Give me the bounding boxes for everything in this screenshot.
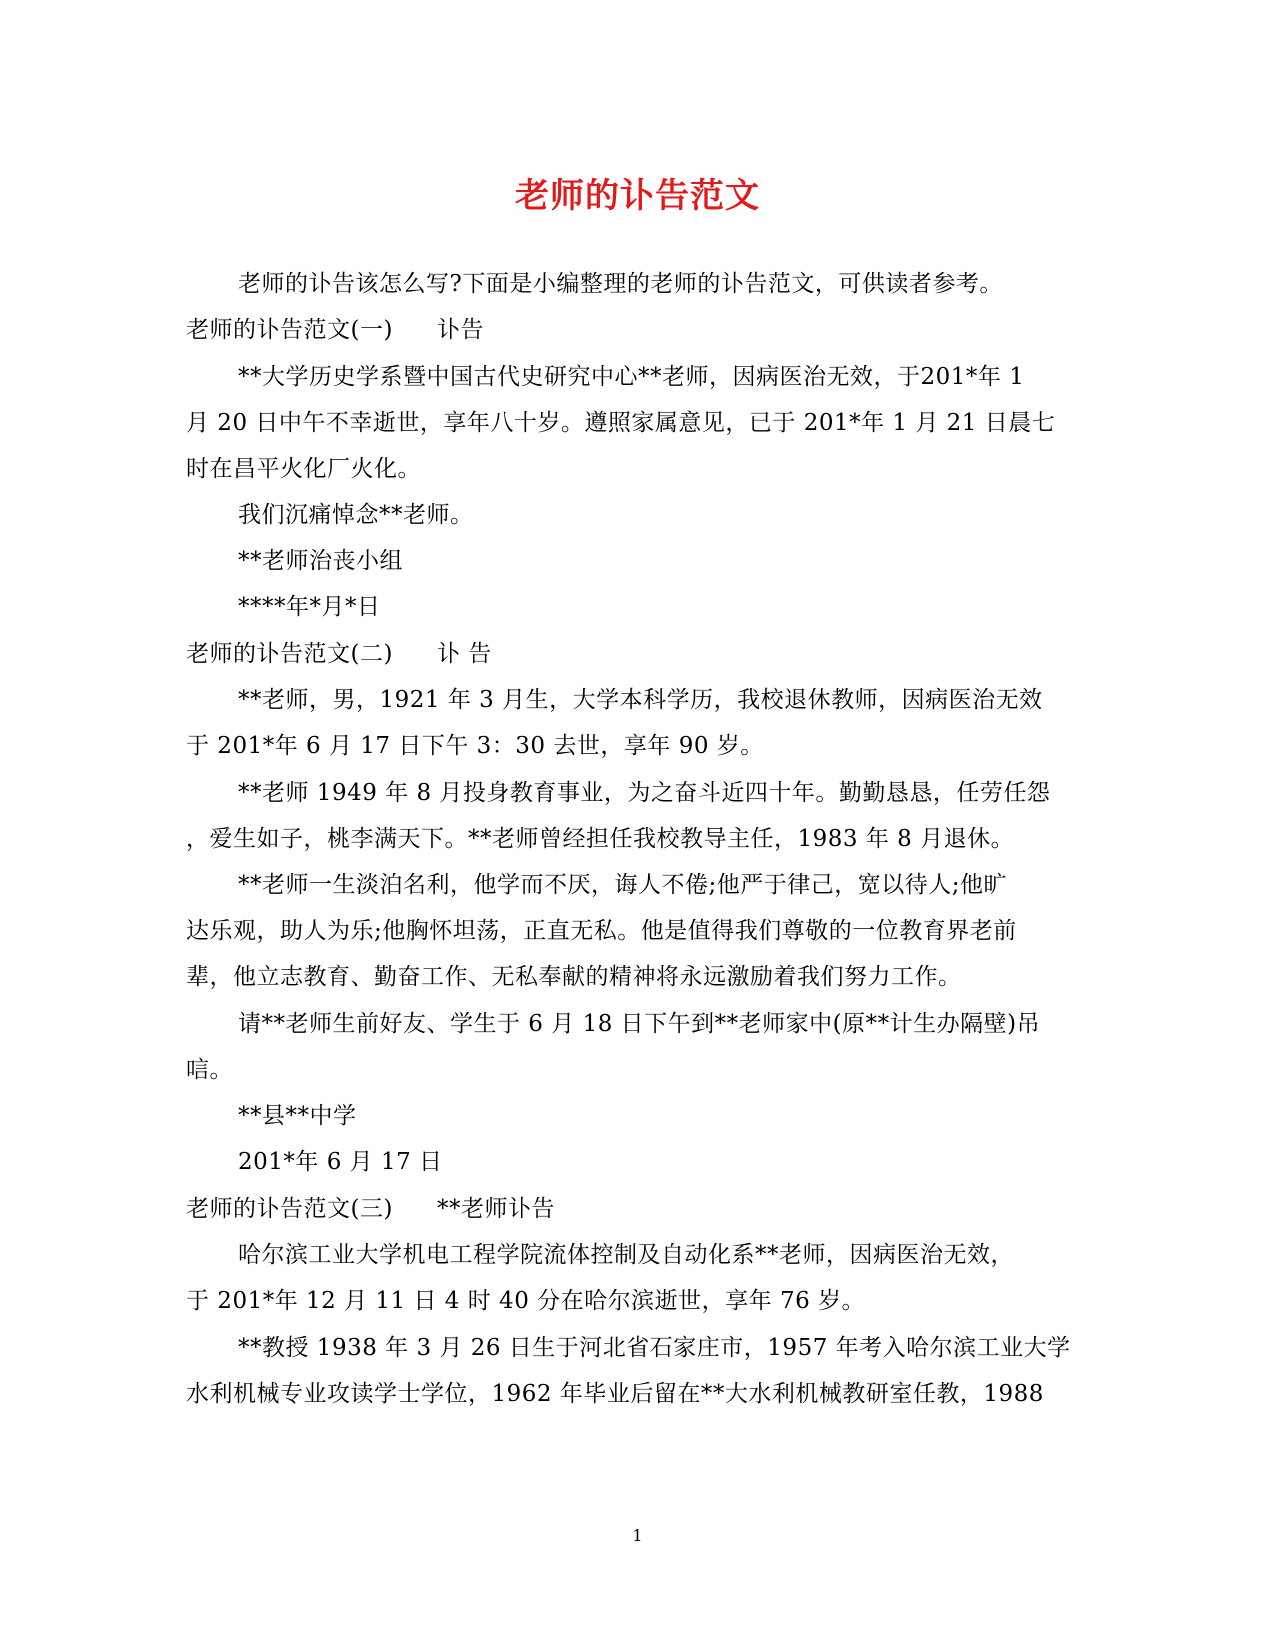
body-line: 辈，他立志教育、勤奋工作、无私奉献的精神将永远激励着我们努力工作。 xyxy=(186,964,962,990)
body-line: **老师一生淡泊名利，他学而不厌，诲人不倦;他严于律己，宽以待人;他旷 xyxy=(238,872,1007,898)
body-line: 月 20 日中午不幸逝世，享年八十岁。遵照家属意见，已于 201*年 1 月 21 日晨七 xyxy=(186,410,1056,436)
section-heading-label: 老师的讣告范文(三) xyxy=(186,1196,393,1222)
document-title: 老师的讣告范文 xyxy=(515,176,760,216)
body-line: 唁。 xyxy=(186,1057,233,1083)
body-line: 哈尔滨工业大学机电工程学院流体控制及自动化系**老师，因病医治无效， xyxy=(238,1242,1014,1268)
date-line: ****年*月*日 xyxy=(238,594,381,620)
body-line: 我们沉痛悼念**老师。 xyxy=(238,502,474,528)
section-heading-tail: 讣告 xyxy=(436,317,484,343)
body-line: ，爱生如子，桃李满天下。**老师曾经担任我校教导主任，1983 年 8 月退休。 xyxy=(186,826,1015,852)
intro-paragraph: 老师的讣告该怎么写?下面是小编整理的老师的讣告范文，可供读者参考。 xyxy=(238,271,1003,297)
section-heading-tail: **老师讣告 xyxy=(436,1196,555,1222)
body-line: **教授 1938 年 3 月 26 日生于河北省石家庄市，1957 年考入哈尔滨工业大学 xyxy=(238,1335,1071,1361)
date-line: 201*年 6 月 17 日 xyxy=(238,1149,443,1175)
section-2-heading xyxy=(186,639,492,669)
body-line: 请**老师生前好友、学生于 6 月 18 日下午到**老师家中(原**计生办隔壁)吊 xyxy=(238,1011,1041,1037)
body-line: 时在昌平火化厂火化。 xyxy=(186,456,421,482)
section-heading-tail: 讣 告 xyxy=(436,641,492,667)
signature-line: **老师治丧小组 xyxy=(238,548,403,574)
body-line: **老师 1949 年 8 月投身教育事业，为之奋斗近四十年。勤勤恳恳，任劳任怨 xyxy=(238,780,1051,806)
body-line: **老师，男，1921 年 3 月生，大学本科学历，我校退休教师，因病医治无效 xyxy=(238,687,1043,713)
section-heading-label: 老师的讣告范文(一) xyxy=(186,317,393,343)
body-line: **大学历史学系暨中国古代史研究中心**老师，因病医治无效，于201*年 1 xyxy=(238,364,1025,390)
page-number: 1 xyxy=(632,1526,643,1545)
body-line: 于 201*年 6 月 17 日下午 3：30 去世，享年 90 岁。 xyxy=(186,733,764,759)
section-3-heading xyxy=(186,1194,555,1224)
body-line: 水利机械专业攻读学士学位，1962 年毕业后留在**大水利机械教研室任教，1988 xyxy=(186,1381,1044,1407)
section-1-heading xyxy=(186,315,484,345)
body-line: 于 201*年 12 月 11 日 4 时 40 分在哈尔滨逝世，享年 76 岁。 xyxy=(186,1288,866,1314)
section-heading-label: 老师的讣告范文(二) xyxy=(186,641,393,667)
signature-line: **县**中学 xyxy=(238,1103,357,1129)
body-line: 达乐观，助人为乐;他胸怀坦荡，正直无私。他是值得我们尊敬的一位教育界老前 xyxy=(186,918,1017,944)
